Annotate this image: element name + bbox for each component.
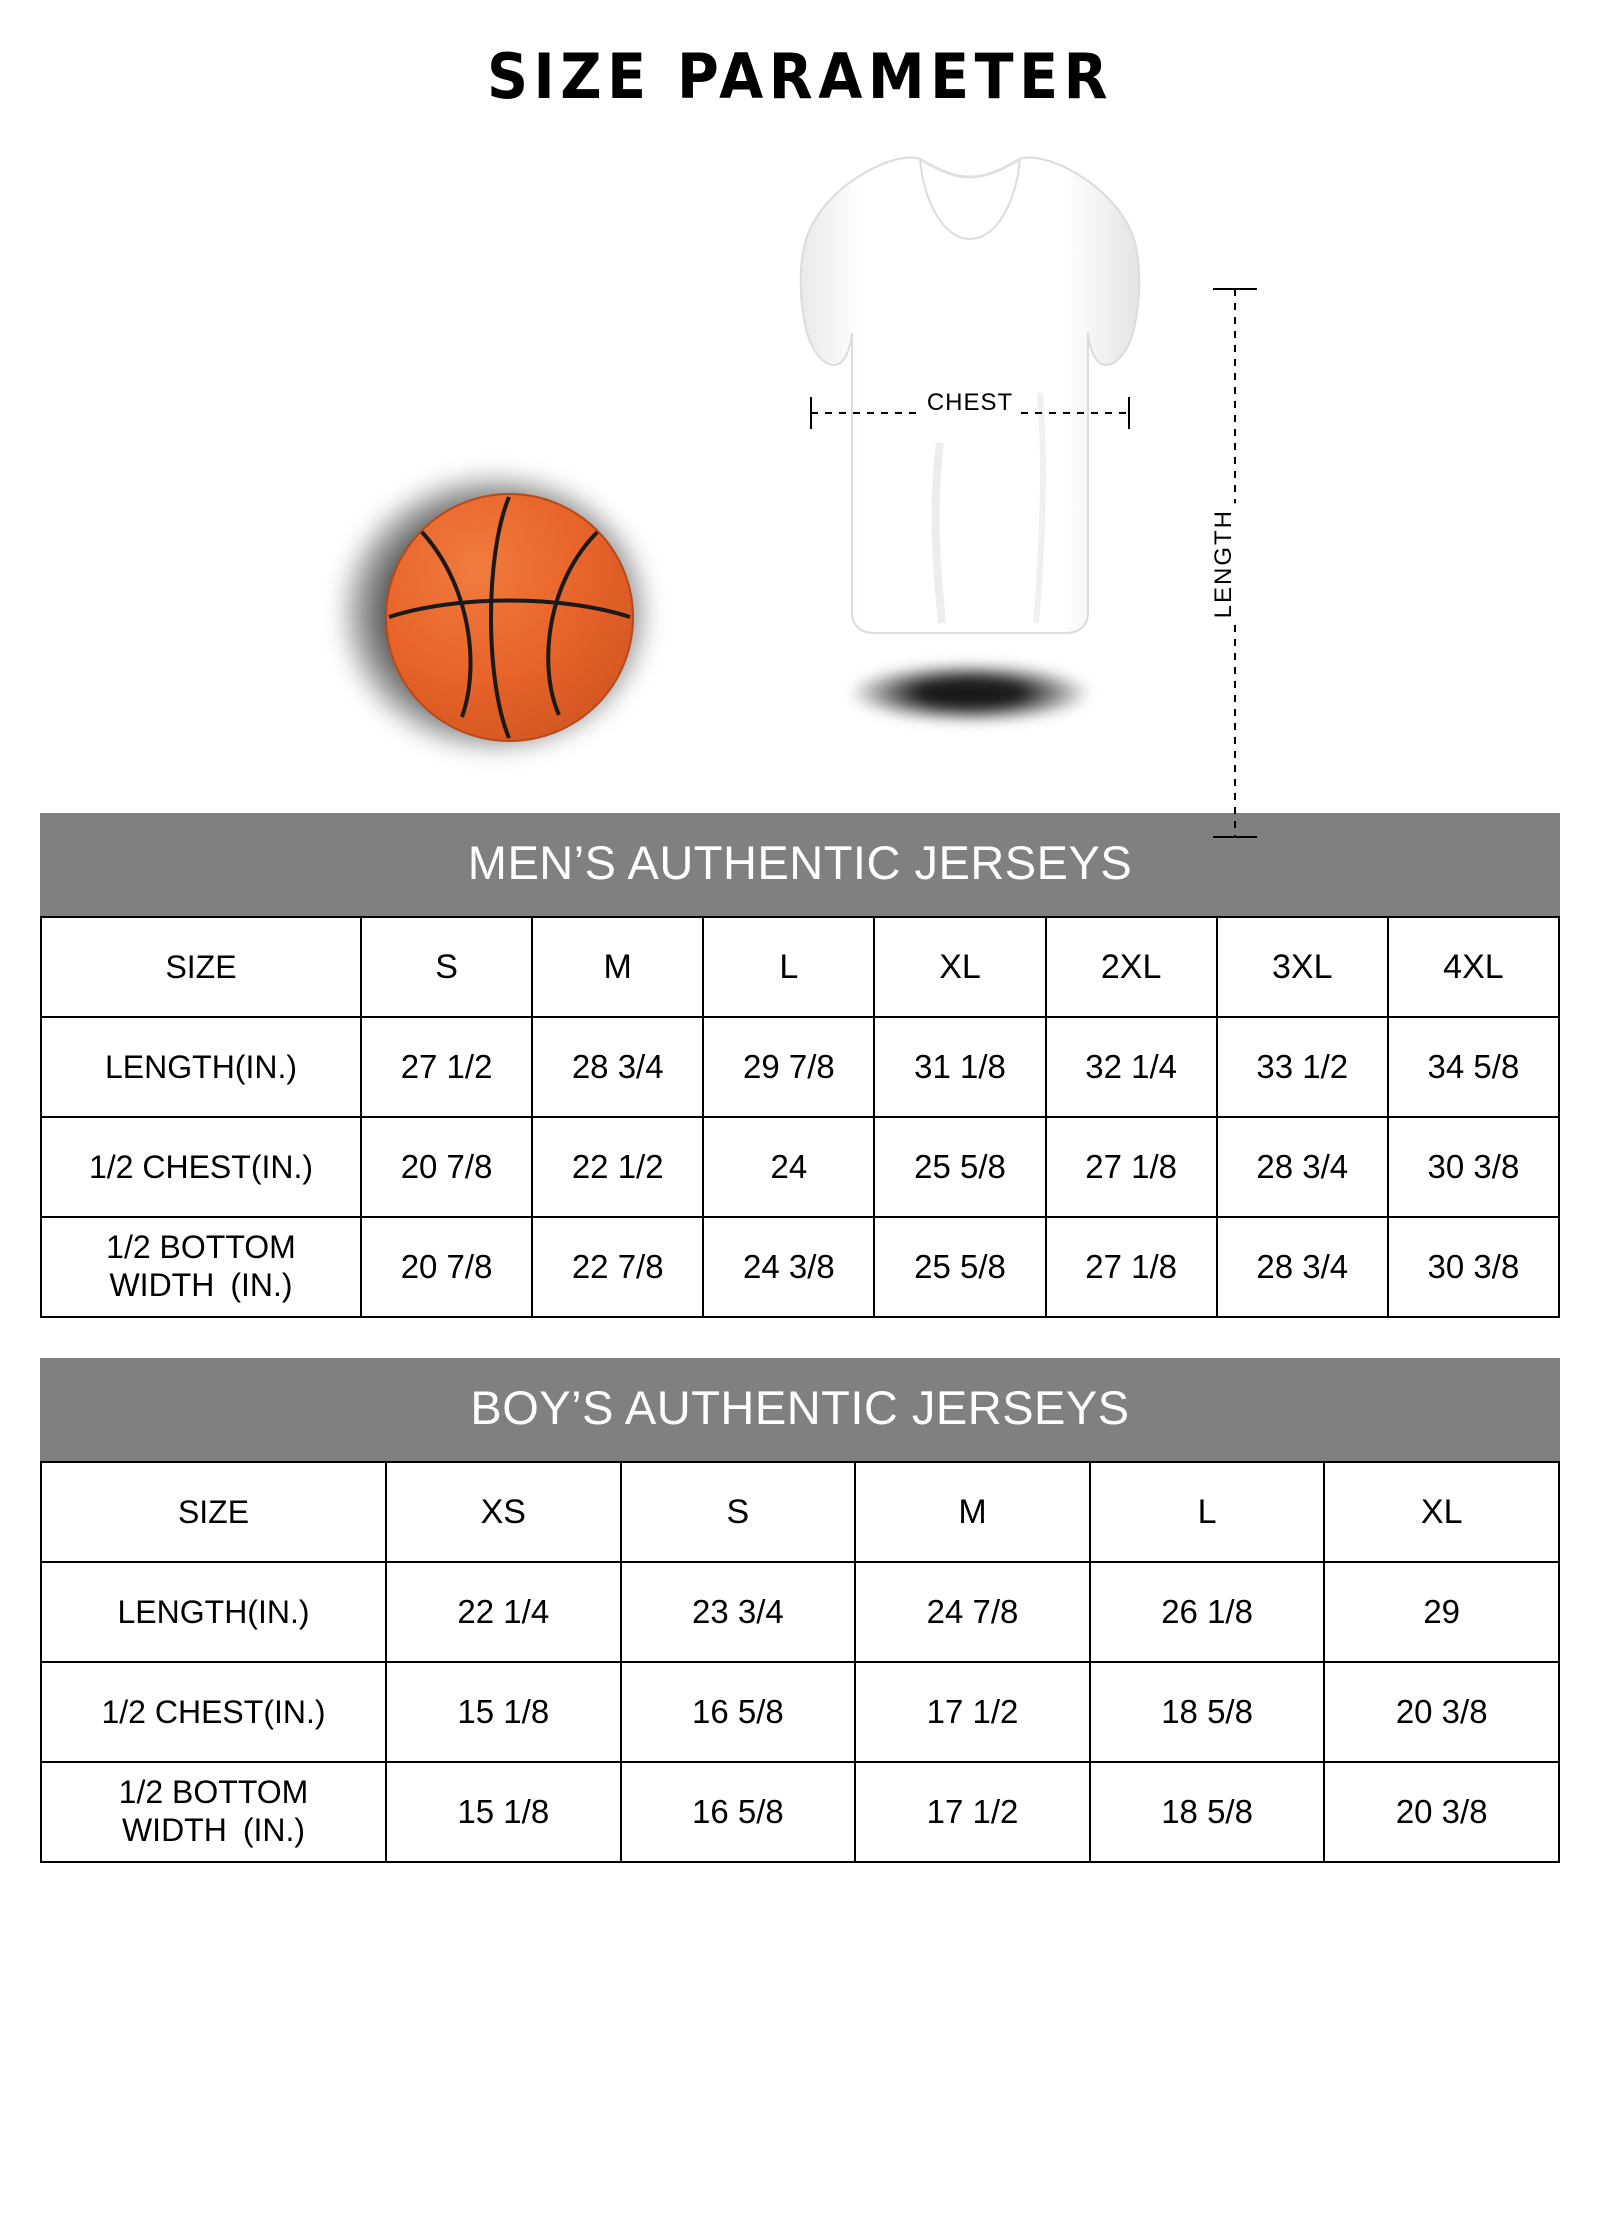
column-header: L	[1090, 1462, 1325, 1562]
table-row	[41, 1762, 1559, 1862]
column-header: S	[621, 1462, 856, 1562]
table-cell: 22 1/4	[386, 1562, 621, 1662]
table-cell: 20 7/8	[361, 1217, 532, 1317]
illustration-area	[30, 123, 1570, 813]
table-cell: 26 1/8	[1090, 1562, 1325, 1662]
table-row	[41, 1117, 1559, 1217]
table-cell: 27 1/2	[361, 1017, 532, 1117]
table-row-header	[41, 917, 1559, 1017]
mens-table-heading: MEN’S AUTHENTIC JERSEYS	[40, 813, 1560, 916]
boys-size-table	[40, 1461, 1560, 1863]
column-header: SIZE	[41, 917, 361, 1017]
table-cell: 32 1/4	[1046, 1017, 1217, 1117]
boys-table-heading: BOY’S AUTHENTIC JERSEYS	[40, 1358, 1560, 1461]
chest-label: CHEST	[921, 389, 1019, 417]
mens-size-table	[40, 916, 1560, 1318]
table-cell: 27 1/8	[1046, 1117, 1217, 1217]
table-cell: 15 1/8	[386, 1662, 621, 1762]
table-cell: 18 5/8	[1090, 1662, 1325, 1762]
table-cell: 16 5/8	[621, 1762, 856, 1862]
table-cell: 23 3/4	[621, 1562, 856, 1662]
table-cell: 27 1/8	[1046, 1217, 1217, 1317]
table-cell: 17 1/2	[855, 1662, 1090, 1762]
table-cell: 22 1/2	[532, 1117, 703, 1217]
table-cell: 24	[703, 1117, 874, 1217]
table-cell: 25 5/8	[874, 1217, 1045, 1317]
table-cell: 34 5/8	[1388, 1017, 1559, 1117]
table-cell: 24 7/8	[855, 1562, 1090, 1662]
row-label: 1/2 BOTTOM WIDTH (IN.)	[41, 1762, 386, 1862]
table-cell: 28 3/4	[1217, 1217, 1388, 1317]
table-cell: 18 5/8	[1090, 1762, 1325, 1862]
jersey-icon	[790, 143, 1150, 723]
table-cell: 16 5/8	[621, 1662, 856, 1762]
row-label: 1/2 CHEST(IN.)	[41, 1662, 386, 1762]
table-row	[41, 1562, 1559, 1662]
basketball-ball	[385, 493, 634, 742]
table-cell: 17 1/2	[855, 1762, 1090, 1862]
mens-size-table-block	[40, 813, 1560, 1318]
row-label: LENGTH(IN.)	[41, 1562, 386, 1662]
table-cell: 25 5/8	[874, 1117, 1045, 1217]
basketball-seams-icon	[387, 495, 632, 740]
column-header: 4XL	[1388, 917, 1559, 1017]
column-header: SIZE	[41, 1462, 386, 1562]
row-label: 1/2 BOTTOM WIDTH (IN.)	[41, 1217, 361, 1317]
table-cell: 15 1/8	[386, 1762, 621, 1862]
page-title: SIZE PARAMETER	[486, 40, 1114, 113]
table-row	[41, 1217, 1559, 1317]
table-cell: 20 7/8	[361, 1117, 532, 1217]
table-cell: 24 3/8	[703, 1217, 874, 1317]
basketball-icon	[330, 463, 660, 763]
column-header: 2XL	[1046, 917, 1217, 1017]
length-label: LENGTH	[1210, 503, 1238, 624]
table-row	[41, 1662, 1559, 1762]
row-label: LENGTH(IN.)	[41, 1017, 361, 1117]
table-cell: 28 3/4	[532, 1017, 703, 1117]
boys-size-table-block	[40, 1358, 1560, 1863]
table-cell: 22 7/8	[532, 1217, 703, 1317]
column-header: M	[855, 1462, 1090, 1562]
table-cell: 33 1/2	[1217, 1017, 1388, 1117]
jersey-shadow	[850, 663, 1090, 723]
table-cell: 28 3/4	[1217, 1117, 1388, 1217]
row-label: 1/2 CHEST(IN.)	[41, 1117, 361, 1217]
table-cell: 30 3/8	[1388, 1217, 1559, 1317]
column-header: 3XL	[1217, 917, 1388, 1017]
column-header: XL	[874, 917, 1045, 1017]
table-cell: 20 3/8	[1324, 1762, 1559, 1862]
table-row-header	[41, 1462, 1559, 1562]
column-header: M	[532, 917, 703, 1017]
column-header: S	[361, 917, 532, 1017]
column-header: XS	[386, 1462, 621, 1562]
table-row	[41, 1017, 1559, 1117]
column-header: L	[703, 917, 874, 1017]
table-cell: 29 7/8	[703, 1017, 874, 1117]
column-header: XL	[1324, 1462, 1559, 1562]
table-cell: 29	[1324, 1562, 1559, 1662]
table-cell: 30 3/8	[1388, 1117, 1559, 1217]
table-cell: 20 3/8	[1324, 1662, 1559, 1762]
table-cell: 31 1/8	[874, 1017, 1045, 1117]
